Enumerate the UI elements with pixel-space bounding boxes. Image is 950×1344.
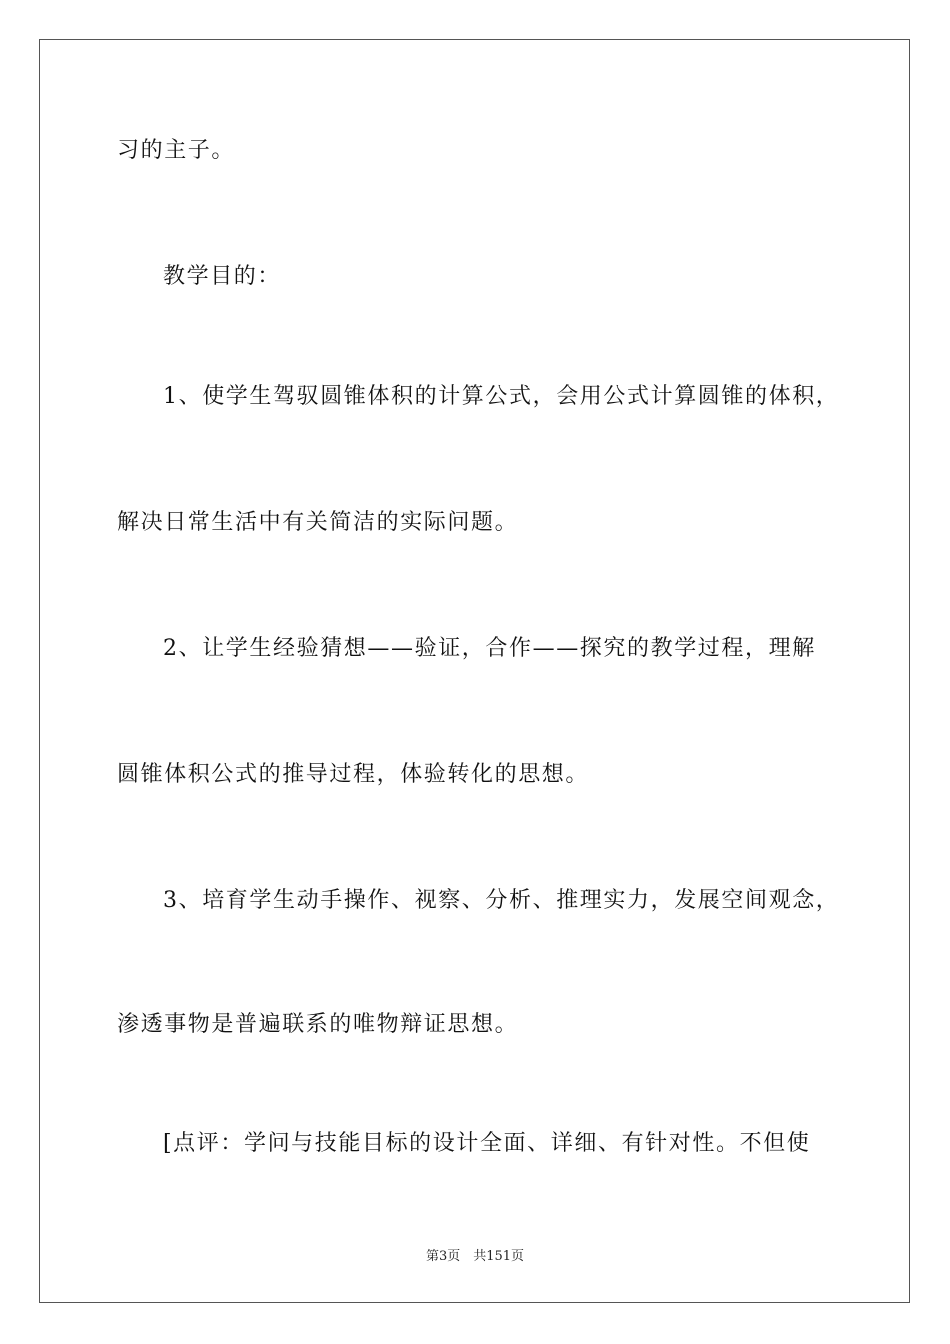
page-number-footer: 第3页 共151页 [425, 1249, 525, 1264]
page-border [39, 39, 910, 1303]
text-line-6: 圆锥体积公式的推导过程，体验转化的思想。 [117, 762, 590, 787]
text-line-8: 渗透事物是普遍联系的唯物辩证思想。 [117, 1012, 519, 1037]
text-line-2: 教学目的： [163, 264, 282, 289]
text-line-9: [点评：学问与技能目标的设计全面、详细、有针对性。不但使 [163, 1131, 811, 1156]
text-line-7: 3、培育学生动手操作、视察、分析、推理实力，发展空间观念， [163, 888, 840, 913]
text-line-1: 习的主子。 [117, 138, 236, 163]
text-line-4: 解决日常生活中有关简洁的实际问题。 [117, 510, 519, 535]
text-line-3: 1、使学生驾驭圆锥体积的计算公式，会用公式计算圆锥的体积， [163, 384, 840, 409]
text-line-5: 2、让学生经验猜想——验证，合作——探究的教学过程，理解 [163, 636, 816, 661]
